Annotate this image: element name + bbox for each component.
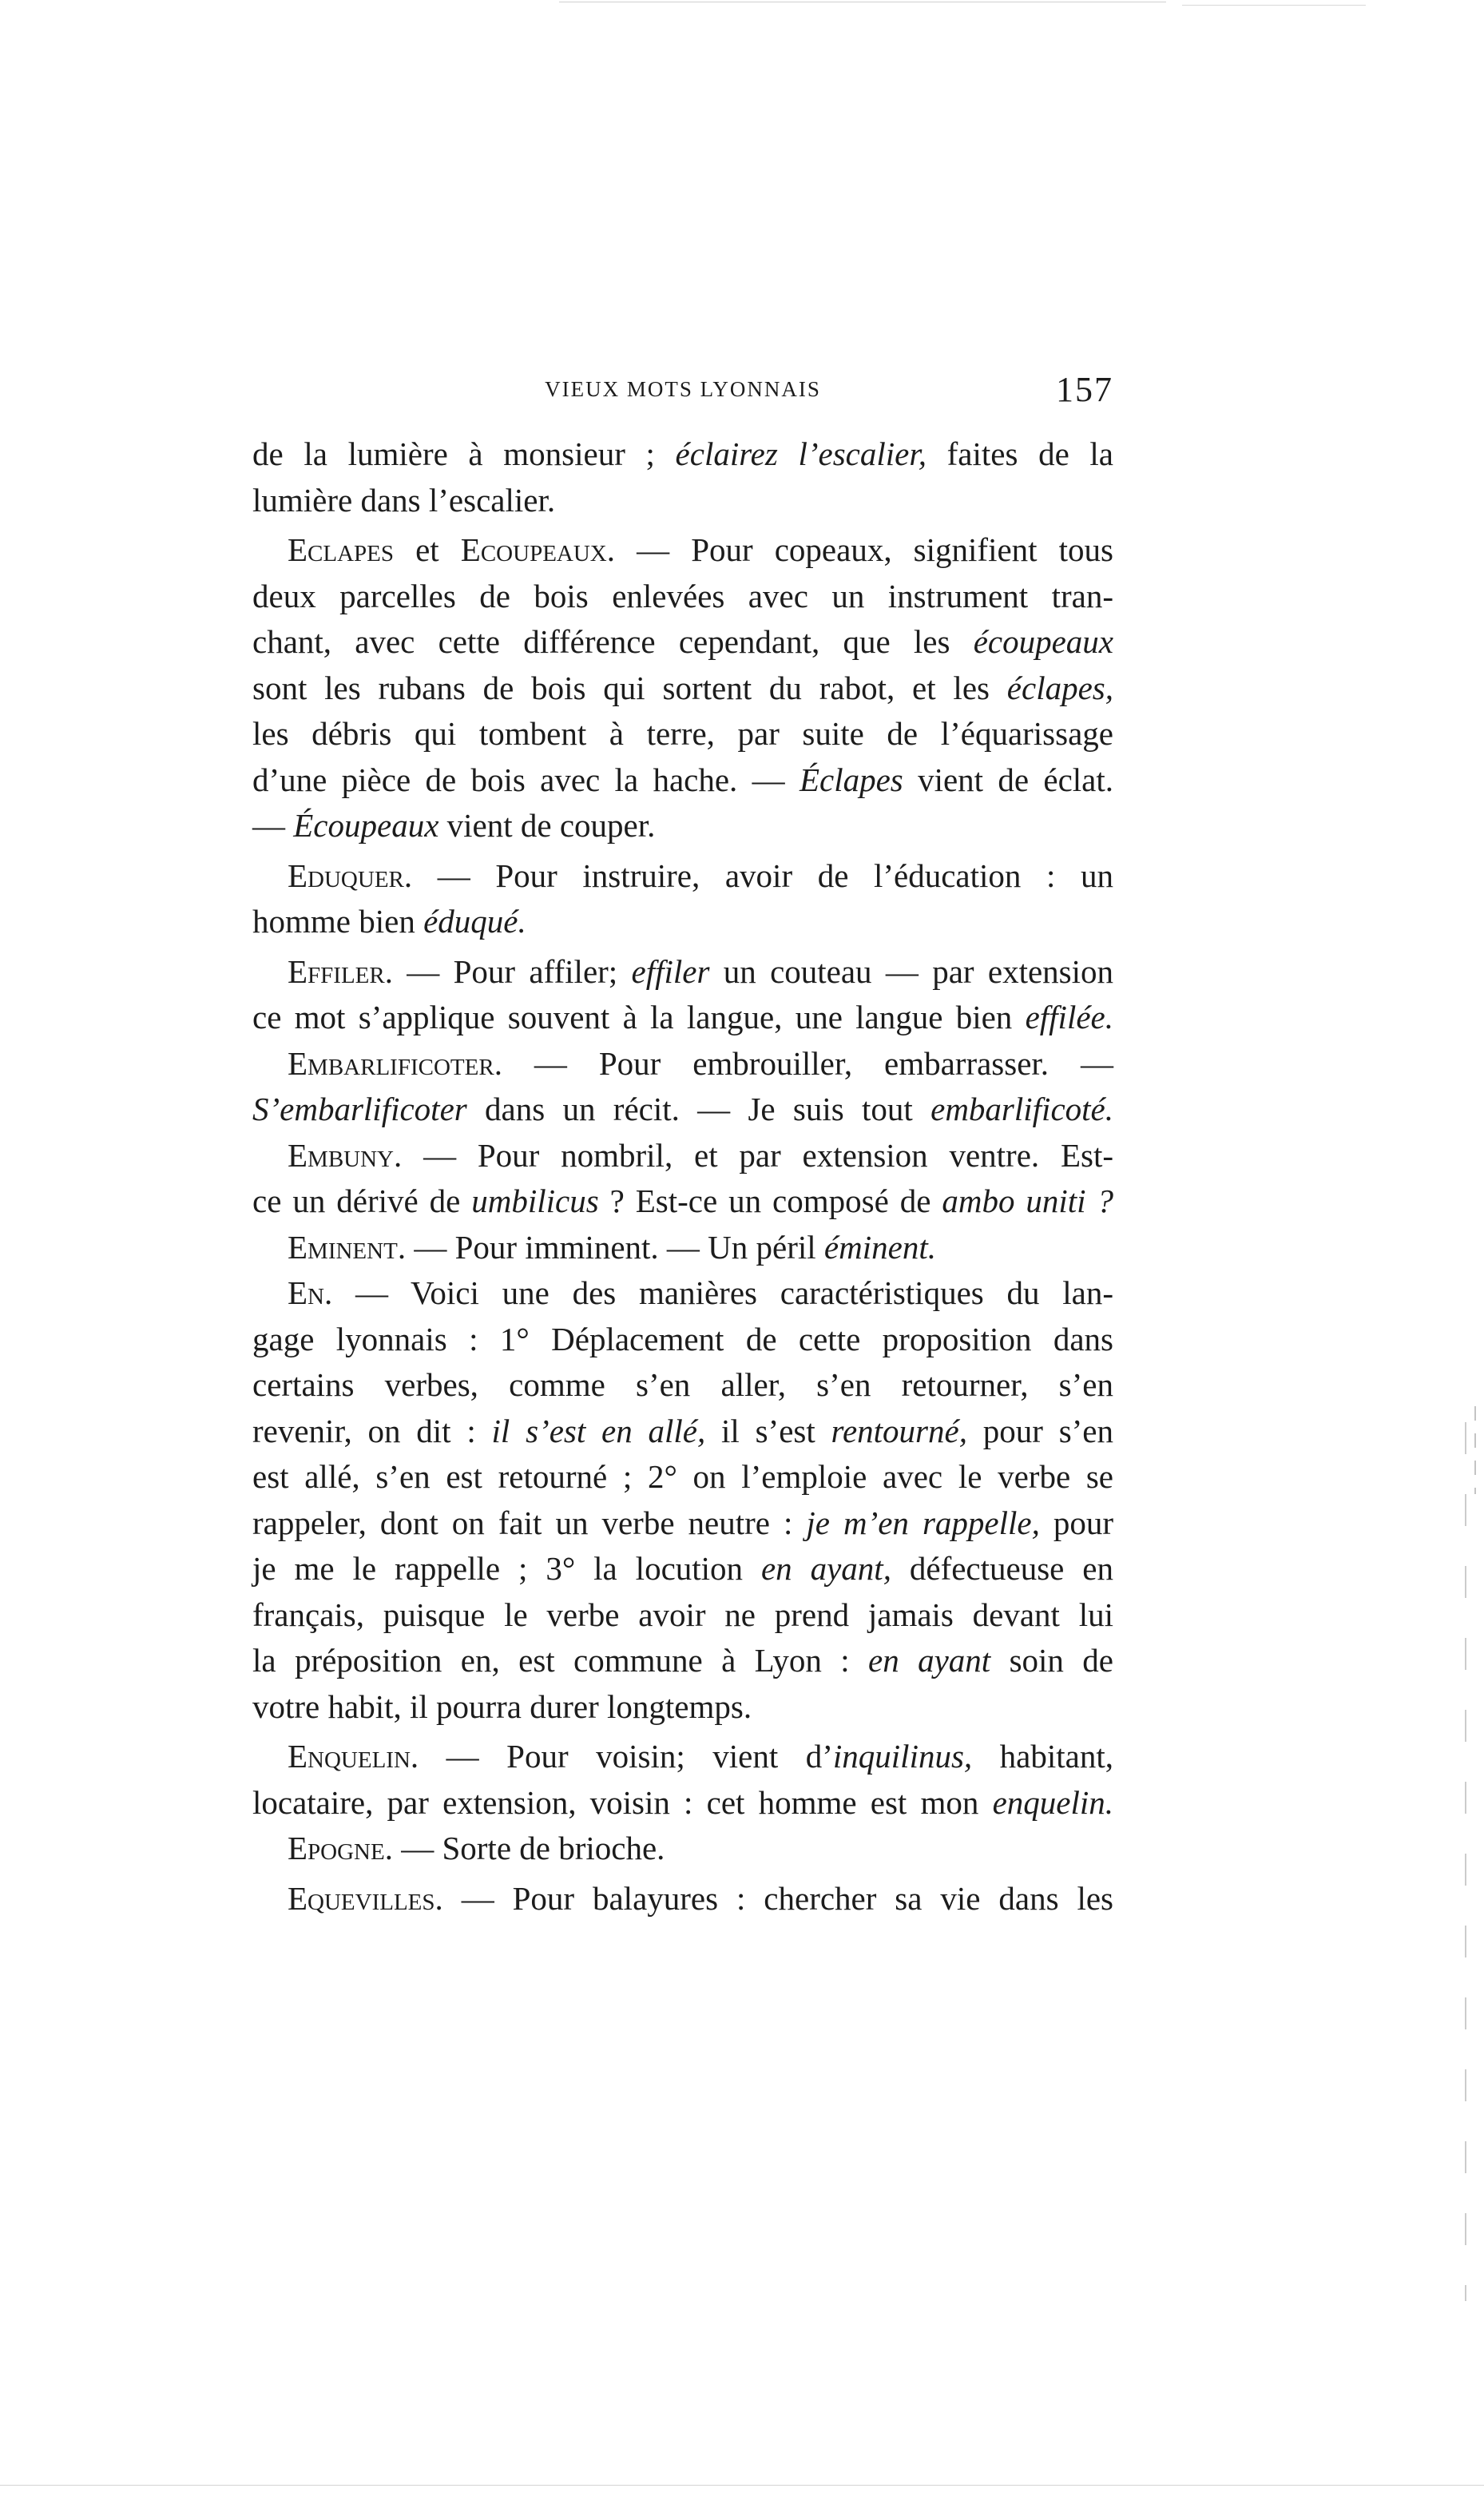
text-run: certains verbes, comme s’en aller, s’en retourner, s’en [252,1366,1113,1403]
entry-headword: Equevilles [288,1879,435,1917]
entry-headword: En [288,1274,324,1311]
text-run: soin de [990,1642,1113,1679]
text-line [252,1133,1113,1179]
italic-term: effiler [631,952,710,990]
text-run: . — Pour affiler; [384,952,632,990]
scan-artifact-top-secondary [1182,5,1366,6]
text-run: ce mot s’applique souvent à la langue, une langue bien [252,999,1026,1035]
text-run: vient de couper. [438,807,656,844]
text-line [252,1317,1113,1363]
text-line [252,995,1113,1041]
text-run: et [394,531,461,568]
text-run: votre habit, il pourra durer longtemps. [252,1687,752,1725]
text-line [252,1225,1113,1271]
text-run: je me le rappelle ; 3° la locution [252,1550,761,1587]
italic-term: umbilicus [471,1182,599,1219]
text-run: . — Pour instruire, avoir de l’éducation : un [403,857,1113,894]
text-run: . — Pour copeaux, signifient tous [606,531,1113,568]
italic-term: embarlificoté. [930,1091,1113,1127]
italic-term: il s’est en allé, [491,1412,706,1449]
text-run: . — Pour voisin; vient d’ [410,1738,833,1775]
italic-term: en ayant [868,1642,991,1679]
scan-artifact-right-edge [1465,1422,1466,2301]
text-run: dans un récit. — Je suis tout [466,1091,931,1127]
text-line [252,757,1113,804]
text-run: faites de la [927,435,1113,472]
text-line [252,1826,1113,1872]
text-line [252,1454,1113,1500]
italic-term: éclairez l’escalier, [675,435,927,472]
text-run: est allé, s’en est retourné ; 2° on l’emploie avec le verbe se [252,1458,1113,1495]
text-run: français, puisque le verbe avoir ne prend jamais devant lui [252,1596,1113,1633]
text-run: les débris qui tombent à terre, par suite de l’équarissage [252,715,1113,752]
text-line [252,1638,1113,1684]
text-run: ? Est-ce un composé de [598,1182,942,1219]
text-run: pour [1039,1504,1113,1541]
text-line [252,1041,1113,1087]
text-run: . — Voici une des manières caractéristiques du lan- [324,1274,1113,1311]
entry-headword: Eduquer [288,857,404,894]
text-line [252,478,1113,524]
text-line [252,666,1113,712]
italic-term: S’embarlificoter [252,1091,467,1127]
italic-term: en ayant, [760,1550,891,1587]
italic-term: je m’en rappelle, [806,1504,1040,1541]
text-run: . — Pour balayures : chercher sa vie dans les [434,1879,1113,1917]
italic-term: éduqué. [423,903,526,940]
italic-term: éclapes, [1006,669,1113,706]
text-run: lumière dans l’escalier. [252,481,556,519]
text-line [252,1362,1113,1409]
italic-term: enquelin. [992,1783,1113,1821]
text-line [252,1734,1113,1780]
text-run: . — Pour embrouiller, embarrasser. — [494,1044,1113,1082]
text-run: homme bien [252,903,424,940]
text-line [252,1178,1113,1225]
entry-headword: Effiler [288,952,385,990]
scan-artifact-bottom [0,2485,1484,2486]
entry-headword: Ecoupeaux [460,531,607,568]
text-line [252,1876,1113,1922]
text-run: locataire, par extension, voisin : cet homme est mon [252,1783,993,1821]
text-line [252,1270,1113,1317]
text-line [252,619,1113,666]
text-run: de la lumière à monsieur ; [252,435,676,472]
text-line [252,949,1113,996]
text-line [252,803,1113,849]
text-run: défectueuse en [891,1550,1113,1587]
text-line [252,574,1113,620]
text-run: . — Pour nombril, et par extension ventre. Est- [394,1136,1113,1174]
text-run: — [252,807,294,844]
text-run: pour s’en [966,1412,1113,1449]
text-line [252,1546,1113,1592]
entry-headword: Embuny [288,1136,395,1174]
italic-term: Éclapes [799,761,903,798]
text-line [252,711,1113,757]
text-line [252,899,1113,945]
entry-headword: Epogne [288,1830,385,1866]
italic-term: Écoupeaux [293,807,439,844]
entry-headword: Embarlificoter [288,1044,494,1082]
text-run: gage lyonnais : 1° Déplacement de cette proposition dans [252,1320,1113,1357]
text-line [252,1409,1113,1455]
text-run: il s’est [705,1412,831,1449]
body-text [252,431,1113,1922]
text-run: la préposition en, est commune à Lyon : [252,1642,869,1679]
text-line [252,1500,1113,1547]
text-run: habitant, [972,1738,1113,1775]
entry-headword: Enquelin [288,1738,411,1775]
text-line [252,1592,1113,1639]
text-line [252,1780,1113,1826]
text-run: d’une pièce de bois avec la hache. — [252,761,800,798]
text-run: . — Pour imminent. — Un péril [397,1228,824,1266]
italic-term: effilée. [1025,999,1113,1035]
text-line [252,1087,1113,1133]
text-line [252,431,1113,478]
text-run: . — Sorte de brioche. [384,1830,665,1866]
scan-artifact-right-edge-secondary [1474,1406,1476,1494]
page-number: 157 [1056,370,1113,409]
text-line [252,853,1113,900]
text-line [252,1684,1113,1731]
italic-term: rentourné, [831,1412,967,1449]
text-run: revenir, on dit : [252,1412,492,1449]
text-run: deux parcelles de bois enlevées avec un instrument tran- [252,577,1113,614]
entry-headword: Eclapes [288,531,395,568]
text-run: rappeler, dont on fait un verbe neutre : [252,1504,807,1541]
text-run: un couteau — par extension [709,952,1114,990]
running-head: VIEUX MOTS LYONNAIS [545,377,821,401]
entry-headword: Eminent [288,1228,398,1266]
text-run: ce un dérivé de [252,1182,472,1219]
page-header [252,369,1113,409]
text-run: chant, avec cette différence cependant, que les [252,623,974,660]
italic-term: ambo uniti ? [942,1182,1113,1219]
italic-term: éminent. [823,1228,936,1266]
italic-term: inquilinus, [832,1738,973,1775]
text-line [252,527,1113,574]
text-run: vient de éclat. [903,761,1114,798]
italic-term: écoupeaux [973,623,1113,660]
text-run: sont les rubans de bois qui sortent du rabot, et les [252,669,1007,706]
